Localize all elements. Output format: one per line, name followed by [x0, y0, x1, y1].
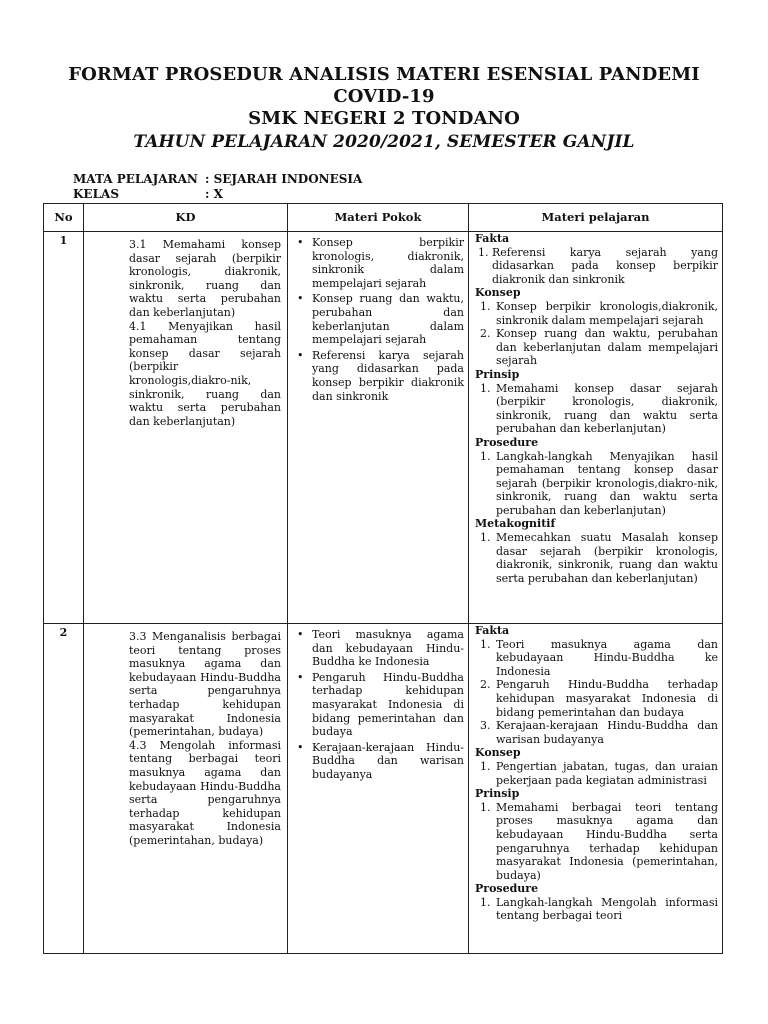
- list-item: 2. Konsep ruang dan waktu, perubahan dan keberlanjutan dalam mempelajari sejarah: [480, 327, 718, 368]
- list-item: 1. Pengertian jabatan, tugas, dan uraian pekerjaan pada kegiatan administrasi: [480, 759, 718, 787]
- kd-text: 3.3 Menganalisis berbagai teori tentang proses masuknya agama dan kebudayaan Hindu-Buddha serta pengaruhnya terhadap kehidupan masyarakat Indonesia (pemerintahan, budaya): [129, 630, 281, 739]
- list-item: 1. Memahami konsep dasar sejarah (berpikir kronologis, diakronik, sinkronik, ruang dan waktu serta perubahan dan keberlanjutan): [480, 381, 718, 436]
- materi-table: [43, 203, 723, 954]
- list-item: 3. Kerajaan-kerajaan Hindu-Buddha dan warisan budayanya: [480, 719, 718, 746]
- list-item: • Konsep ruang dan waktu, perubahan dan keberlanjutan dalam mempelajari sejarah: [294, 292, 464, 346]
- prinsip-list: [475, 382, 718, 436]
- row-number: 2: [44, 624, 84, 954]
- prosedure-list: [475, 450, 718, 518]
- section-heading: Prosedure: [475, 882, 539, 896]
- table-row: [44, 624, 723, 954]
- class-line: [73, 187, 223, 201]
- doc-title-line2: COVID-19: [333, 86, 435, 107]
- section-heading: Prinsip: [475, 787, 520, 801]
- section-heading: Konsep: [475, 746, 521, 760]
- doc-title-line1: FORMAT PROSEDUR ANALISIS MATERI ESENSIAL PANDEMI: [68, 64, 700, 85]
- academic-year: TAHUN PELAJARAN 2020/2021, SEMESTER GANJIL: [133, 132, 635, 152]
- list-item: • Teori masuknya agama dan kebudayaan Hindu-Buddha ke Indonesia: [294, 628, 464, 669]
- fakta-list: [475, 246, 718, 287]
- header-materi-pelajaran: Materi pelajaran: [469, 204, 723, 232]
- list-item: 1. Referensi karya sejarah yang didasarkan pada konsep berpikir diakronik dan sinkronik: [478, 245, 718, 286]
- list-item: 1. Langkah-langkah Menyajikan hasil pemahaman tentang konsep dasar sejarah (berpikir kronologis,diakro-nik, sinkronik, ruang dan waktu serta perubahan dan keberlanjutan): [480, 449, 718, 517]
- section-heading: Fakta: [475, 624, 510, 637]
- kd-text: 4.3 Mengolah informasi tentang berbagai teori masuknya agama dan kebudayaan Hindu-Buddha serta pengaruhnya terhadap kehidupan masyarakat Indonesia (pemerintahan, budaya): [129, 738, 281, 847]
- class-label: KELAS: [73, 187, 119, 201]
- materi-pokok-list: [294, 236, 464, 403]
- class-value: : X: [205, 187, 223, 201]
- table-header-row: [44, 204, 723, 232]
- section-heading: Prinsip: [475, 367, 520, 381]
- header-kd: KD: [84, 204, 288, 232]
- subject-value: : SEJARAH INDONESIA: [205, 172, 363, 186]
- konsep-list: [475, 760, 718, 787]
- school-name: SMK NEGERI 2 TONDANO: [248, 108, 520, 129]
- list-item: 1. Memecahkan suatu Masalah konsep dasar sejarah (berpikir kronologis, diakronik, sinkronik, ruang dan waktu serta perubahan dan keberlanjutan): [480, 531, 718, 585]
- materi-pokok-list: [294, 628, 464, 782]
- materi-pokok-cell: [288, 232, 469, 624]
- list-item: • Pengaruh Hindu-Buddha terhadap kehidupan masyarakat Indonesia di bidang pemerintahan dan budaya: [294, 671, 464, 739]
- metakognitif-list: [475, 531, 718, 585]
- kd-cell: [84, 232, 288, 624]
- kd-text: 3.1 Memahami konsep dasar sejarah (berpikir kronologis, diakronik, sinkronik, ruang dan waktu serta perubahan dan keberlanjutan): [129, 238, 281, 319]
- row-number: 1: [44, 232, 84, 624]
- list-item: • Kerajaan-kerajaan Hindu-Buddha dan warisan budayanya: [294, 741, 464, 782]
- list-item: • Konsep berpikir kronologis, diakronik, sinkronik dalam mempelajari sejarah: [294, 236, 464, 290]
- konsep-list: [475, 300, 718, 368]
- list-item: 2. Pengaruh Hindu-Buddha terhadap kehidupan masyarakat Indonesia di bidang pemerintahan dan budaya: [480, 678, 718, 719]
- header-materi-pokok: Materi Pokok: [288, 204, 469, 232]
- materi-pelajaran-cell: [469, 624, 723, 954]
- materi-pokok-cell: [288, 624, 469, 954]
- section-heading: Metakognitif: [475, 517, 556, 531]
- section-heading: Fakta: [475, 232, 510, 245]
- materi-pelajaran-cell: [469, 232, 723, 624]
- list-item: 1. Konsep berpikir kronologis,diakronik, sinkronik dalam mempelajari sejarah: [480, 299, 718, 327]
- kd-cell: [84, 624, 288, 954]
- section-heading: Prosedure: [475, 435, 539, 449]
- kd-text: 4.1 Menyajikan hasil pemahaman tentang konsep dasar sejarah (berpikir kronologis,diakro-nik, sinkronik, ruang dan waktu serta perubahan dan keberlanjutan): [129, 319, 281, 428]
- list-item: 1. Langkah-langkah Mengolah informasi tentang berbagai teori: [480, 895, 718, 923]
- list-item: 1. Teori masuknya agama dan kebudayaan Hindu-Buddha ke Indonesia: [480, 637, 718, 678]
- subject-label: MATA PELAJARAN: [73, 172, 198, 186]
- table-row: [44, 232, 723, 624]
- section-heading: Konsep: [475, 286, 521, 300]
- fakta-list: [475, 638, 718, 747]
- header-no: No: [44, 204, 84, 232]
- prosedure-list: [475, 896, 718, 923]
- subject-line: [73, 172, 362, 186]
- prinsip-list: [475, 801, 718, 883]
- list-item: 1. Memahami berbagai teori tentang proses masuknya agama dan kebudayaan Hindu-Buddha serta pengaruhnya terhadap kehidupan masyarakat Indonesia (pemerintahan, budaya): [480, 800, 718, 882]
- list-item: • Referensi karya sejarah yang didasarkan pada konsep berpikir diakronik dan sinkronik: [294, 349, 464, 403]
